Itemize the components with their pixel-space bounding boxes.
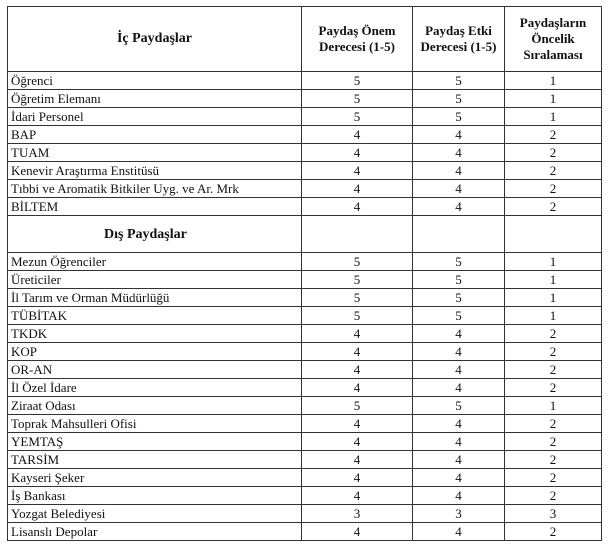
impact-cell: 4 [413, 487, 505, 505]
priority-cell: 1 [505, 397, 602, 415]
stakeholder-name-cell: TÜBİTAK [8, 307, 302, 325]
importance-cell: 5 [302, 397, 413, 415]
stakeholder-name-cell: İl Tarım ve Orman Müdürlüğü [8, 289, 302, 307]
table-row [8, 343, 602, 361]
importance-cell: 4 [302, 162, 413, 180]
importance-cell: 4 [302, 325, 413, 343]
empty-cell [413, 216, 505, 253]
impact-cell: 4 [413, 415, 505, 433]
table-row [8, 379, 602, 397]
impact-cell: 4 [413, 162, 505, 180]
impact-cell: 4 [413, 361, 505, 379]
stakeholder-name-cell: Kenevir Araştırma Enstitüsü [8, 162, 302, 180]
table-row [8, 108, 602, 126]
priority-cell: 1 [505, 72, 602, 90]
priority-cell: 2 [505, 361, 602, 379]
table-row [8, 198, 602, 216]
importance-cell: 5 [302, 72, 413, 90]
table-row [8, 505, 602, 523]
stakeholder-name-cell: TKDK [8, 325, 302, 343]
importance-cell: 5 [302, 253, 413, 271]
stakeholder-table [7, 6, 602, 541]
table-row [8, 523, 602, 541]
table-row [8, 271, 602, 289]
stakeholder-name-cell: TARSİM [8, 451, 302, 469]
table-header-row [8, 7, 602, 72]
priority-cell: 2 [505, 343, 602, 361]
stakeholder-name-cell: Öğrenci [8, 72, 302, 90]
stakeholder-name-cell: KOP [8, 343, 302, 361]
table-row [8, 72, 602, 90]
importance-cell: 4 [302, 433, 413, 451]
priority-cell: 2 [505, 126, 602, 144]
priority-cell: 2 [505, 487, 602, 505]
table-row [8, 325, 602, 343]
stakeholder-name-cell: İdari Personel [8, 108, 302, 126]
table-row [8, 433, 602, 451]
importance-cell: 5 [302, 289, 413, 307]
table-row [8, 307, 602, 325]
impact-cell: 3 [413, 505, 505, 523]
stakeholder-name-cell: Yozgat Belediyesi [8, 505, 302, 523]
stakeholder-name-cell: Tıbbi ve Aromatik Bitkiler Uyg. ve Ar. Mrk [8, 180, 302, 198]
stakeholder-name-cell: Toprak Mahsulleri Ofisi [8, 415, 302, 433]
importance-cell: 4 [302, 361, 413, 379]
impact-cell: 4 [413, 379, 505, 397]
importance-cell: 4 [302, 379, 413, 397]
empty-cell [302, 216, 413, 253]
table-row [8, 144, 602, 162]
table-row [8, 126, 602, 144]
importance-cell: 4 [302, 451, 413, 469]
table-row [8, 469, 602, 487]
impact-cell: 5 [413, 397, 505, 415]
external-section-row [8, 216, 602, 253]
table-row [8, 451, 602, 469]
priority-cell: 2 [505, 144, 602, 162]
table-row [8, 397, 602, 415]
impact-cell: 4 [413, 126, 505, 144]
impact-cell: 5 [413, 90, 505, 108]
importance-cell: 4 [302, 523, 413, 541]
external-stakeholders-heading: Dış Paydaşlar [8, 216, 302, 253]
impact-cell: 4 [413, 469, 505, 487]
importance-cell: 4 [302, 469, 413, 487]
priority-cell: 1 [505, 271, 602, 289]
stakeholder-name-cell: İş Bankası [8, 487, 302, 505]
importance-cell: 5 [302, 271, 413, 289]
priority-cell: 2 [505, 162, 602, 180]
priority-cell: 2 [505, 379, 602, 397]
table-row [8, 415, 602, 433]
stakeholder-name-cell: TUAM [8, 144, 302, 162]
priority-cell: 1 [505, 253, 602, 271]
priority-cell: 2 [505, 198, 602, 216]
stakeholder-name-cell: BİLTEM [8, 198, 302, 216]
priority-cell: 1 [505, 90, 602, 108]
priority-cell: 2 [505, 469, 602, 487]
impact-cell: 4 [413, 180, 505, 198]
impact-cell: 5 [413, 307, 505, 325]
stakeholder-name-cell: BAP [8, 126, 302, 144]
priority-cell: 2 [505, 180, 602, 198]
stakeholder-table-container [7, 6, 601, 541]
table-row [8, 162, 602, 180]
priority-cell: 3 [505, 505, 602, 523]
stakeholder-name-cell: Üreticiler [8, 271, 302, 289]
table-row [8, 253, 602, 271]
priority-cell: 2 [505, 523, 602, 541]
table-row [8, 289, 602, 307]
stakeholder-name-cell: Mezun Öğrenciler [8, 253, 302, 271]
impact-cell: 4 [413, 451, 505, 469]
stakeholder-name-cell: Ziraat Odası [8, 397, 302, 415]
impact-cell: 5 [413, 108, 505, 126]
impact-cell: 4 [413, 198, 505, 216]
priority-cell: 2 [505, 415, 602, 433]
importance-cell: 4 [302, 343, 413, 361]
header-priority-rank: Paydaşların Öncelik Sıralaması [505, 7, 602, 72]
impact-cell: 4 [413, 325, 505, 343]
header-importance-degree: Paydaş Önem Derecesi (1-5) [302, 7, 413, 72]
stakeholder-name-cell: Kayseri Şeker [8, 469, 302, 487]
priority-cell: 2 [505, 325, 602, 343]
importance-cell: 5 [302, 90, 413, 108]
importance-cell: 4 [302, 180, 413, 198]
header-impact-degree: Paydaş Etki Derecesi (1-5) [413, 7, 505, 72]
priority-cell: 1 [505, 307, 602, 325]
importance-cell: 3 [302, 505, 413, 523]
importance-cell: 4 [302, 415, 413, 433]
importance-cell: 5 [302, 108, 413, 126]
empty-cell [505, 216, 602, 253]
stakeholder-name-cell: Öğretim Elemanı [8, 90, 302, 108]
impact-cell: 5 [413, 289, 505, 307]
importance-cell: 4 [302, 487, 413, 505]
stakeholder-name-cell: YEMTAŞ [8, 433, 302, 451]
impact-cell: 5 [413, 271, 505, 289]
impact-cell: 4 [413, 433, 505, 451]
table-body [8, 72, 602, 541]
impact-cell: 5 [413, 72, 505, 90]
table-row [8, 361, 602, 379]
importance-cell: 4 [302, 126, 413, 144]
table-row [8, 180, 602, 198]
importance-cell: 4 [302, 144, 413, 162]
impact-cell: 5 [413, 253, 505, 271]
stakeholder-name-cell: İl Özel İdare [8, 379, 302, 397]
table-row [8, 487, 602, 505]
priority-cell: 2 [505, 451, 602, 469]
header-internal-stakeholders: İç Paydaşlar [8, 7, 302, 72]
stakeholder-name-cell: OR-AN [8, 361, 302, 379]
importance-cell: 5 [302, 307, 413, 325]
importance-cell: 4 [302, 198, 413, 216]
priority-cell: 1 [505, 108, 602, 126]
priority-cell: 2 [505, 433, 602, 451]
stakeholder-name-cell: Lisanslı Depolar [8, 523, 302, 541]
impact-cell: 4 [413, 343, 505, 361]
impact-cell: 4 [413, 144, 505, 162]
impact-cell: 4 [413, 523, 505, 541]
table-row [8, 90, 602, 108]
priority-cell: 1 [505, 289, 602, 307]
